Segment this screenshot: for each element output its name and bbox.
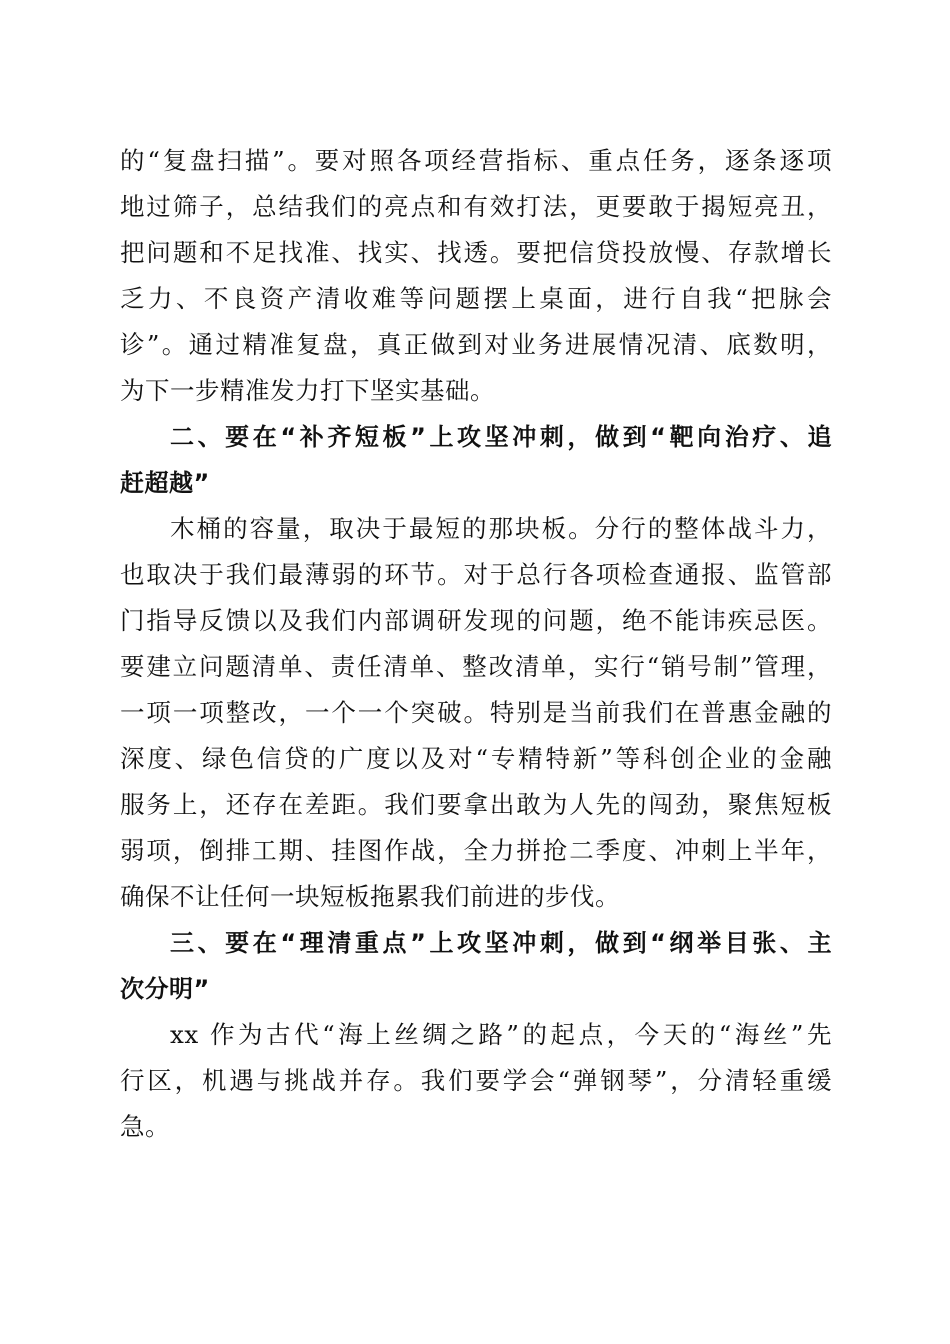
paragraph-line: 乏力、不良资产清收难等问题摆上桌面，进行自我“把脉会 — [120, 284, 832, 313]
paragraph-line: 地过筛子，总结我们的亮点和有效打法，更要敢于揭短亮丑， — [120, 192, 832, 221]
paragraph-line: 把问题和不足找准、找实、找透。要把信贷投放慢、存款增长 — [120, 238, 832, 267]
paragraph-line: 为下一步精准发力打下坚实基础。 — [120, 376, 495, 405]
section-heading: 赶超越” — [120, 469, 210, 497]
section-heading: 次分明” — [120, 975, 210, 1003]
section-heading: 三、要在“理清重点”上攻坚冲刺，做到“纲举目张、主 — [170, 929, 832, 957]
paragraph-line: 诊”。通过精准复盘，真正做到对业务进展情况清、底数明， — [120, 330, 832, 359]
paragraph-line: 的“复盘扫描”。要对照各项经营指标、重点任务，逐条逐项 — [120, 146, 832, 175]
paragraph-line: 服务上，还存在差距。我们要拿出敢为人先的闯劲，聚焦短板 — [120, 790, 832, 819]
paragraph-line: 也取决于我们最薄弱的环节。对于总行各项检查通报、监管部 — [120, 560, 832, 589]
section-heading: 二、要在“补齐短板”上攻坚冲刺，做到“靶向治疗、追 — [170, 423, 832, 451]
paragraph-line: 木桶的容量，取决于最短的那块板。分行的整体战斗力， — [170, 514, 832, 543]
paragraph-line: 要建立问题清单、责任清单、整改清单，实行“销号制”管理， — [120, 652, 832, 681]
paragraph-line: 急。 — [120, 1112, 170, 1141]
paragraph-line: 深度、绿色信贷的广度以及对“专精特新”等科创企业的金融 — [120, 744, 832, 773]
paragraph-line: 弱项，倒排工期、挂图作战，全力拼抢二季度、冲刺上半年， — [120, 836, 832, 865]
paragraph-line: xx 作为古代“海上丝绸之路”的起点，今天的“海丝”先 — [170, 1020, 832, 1049]
paragraph-line: 行区，机遇与挑战并存。我们要学会“弹钢琴”，分清轻重缓 — [120, 1066, 832, 1095]
paragraph-line: 一项一项整改，一个一个突破。特别是当前我们在普惠金融的 — [120, 698, 832, 727]
paragraph-line: 确保不让任何一块短板拖累我们前进的步伐。 — [120, 882, 620, 911]
paragraph-line: 门指导反馈以及我们内部调研发现的问题，绝不能讳疾忌医。 — [120, 606, 832, 635]
